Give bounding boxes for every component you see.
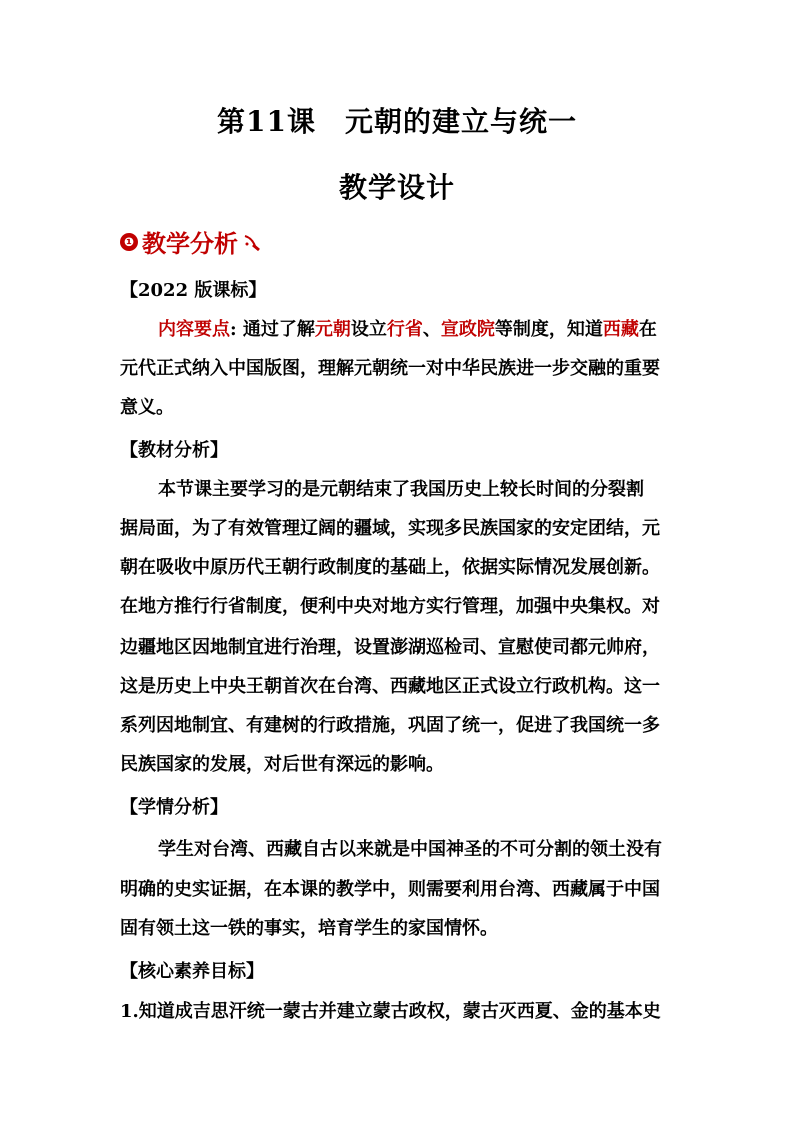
jiaocai-line: 系列因地制宜、有建树的行政措施，巩固了统一，促进了我国统一多 (120, 715, 660, 736)
bracket-heading-hexin: 【核心素养目标】 (120, 961, 264, 982)
text-run: 等制度，知道 (494, 319, 603, 340)
section-heading (120, 224, 262, 259)
highlight-term: 行省 (386, 319, 423, 340)
bracket-heading-xueqing: 【学情分析】 (120, 797, 228, 818)
bracket-heading-kebiao: 【2022 版课标】 (120, 280, 267, 301)
quill-icon (242, 232, 262, 252)
number-one-icon: ❶ (120, 233, 138, 251)
jiaocai-line: 在地方推行行省制度，便利中央对地方实行管理，加强中央集权。对 (120, 596, 660, 617)
xueqing-line: 明确的史实证据，在本课的教学中，则需要利用台湾、西藏属于中国 (120, 879, 660, 900)
text-run: 在 (638, 319, 657, 340)
page-title: 第11课 元朝的建立与统一 (217, 105, 577, 138)
key-points-label: 内容要点 (158, 319, 230, 340)
jiaocai-line: 据局面，为了有效管理辽阔的疆域，实现多民族国家的安定团结，元 (120, 518, 660, 539)
jiaocai-line: 民族国家的发展，对后世有深远的影响。 (120, 754, 444, 775)
highlight-term: 宣政院 (440, 319, 495, 340)
highlight-term: 元朝 (314, 319, 351, 340)
jiaocai-line: 朝在吸收中原历代王朝行政制度的基础上，依据实际情况发展创新。 (120, 557, 660, 578)
text-run: 设立 (350, 319, 387, 340)
kebiao-line-1 (158, 316, 680, 344)
bracket-heading-jiaocai: 【教材分析】 (120, 440, 228, 461)
text-run: 、 (422, 319, 441, 340)
highlight-term: 西藏 (602, 319, 639, 340)
jiaocai-line: 边疆地区因地制宜进行治理，设置澎湖巡检司、宣慰使司都元帅府， (120, 637, 660, 658)
text-run: : 通过了解 (230, 319, 315, 340)
jiaocai-line: 本节课主要学习的是元朝结束了我国历史上较长时间的分裂割 (158, 479, 644, 500)
xueqing-line: 学生对台湾、西藏自古以来就是中国神圣的不可分割的领土没有 (158, 839, 662, 860)
kebiao-line-3: 意义。 (120, 397, 174, 418)
hexin-line-1: 1.知道成吉思汗统一蒙古并建立蒙古政权，蒙古灭西夏、金的基本史 (120, 1001, 661, 1022)
xueqing-line: 固有领土这一铁的事实，培育学生的家国情怀。 (120, 918, 498, 939)
jiaocai-line: 这是历史上中央王朝首次在台湾、西藏地区正式设立行政机构。这一 (120, 676, 660, 697)
section-heading-label: 教学分析 (142, 229, 238, 258)
kebiao-line-2: 元代正式纳入中国版图，理解元朝统一对中华民族进一步交融的重要 (120, 358, 660, 379)
page-subtitle: 教学设计 (338, 171, 455, 204)
